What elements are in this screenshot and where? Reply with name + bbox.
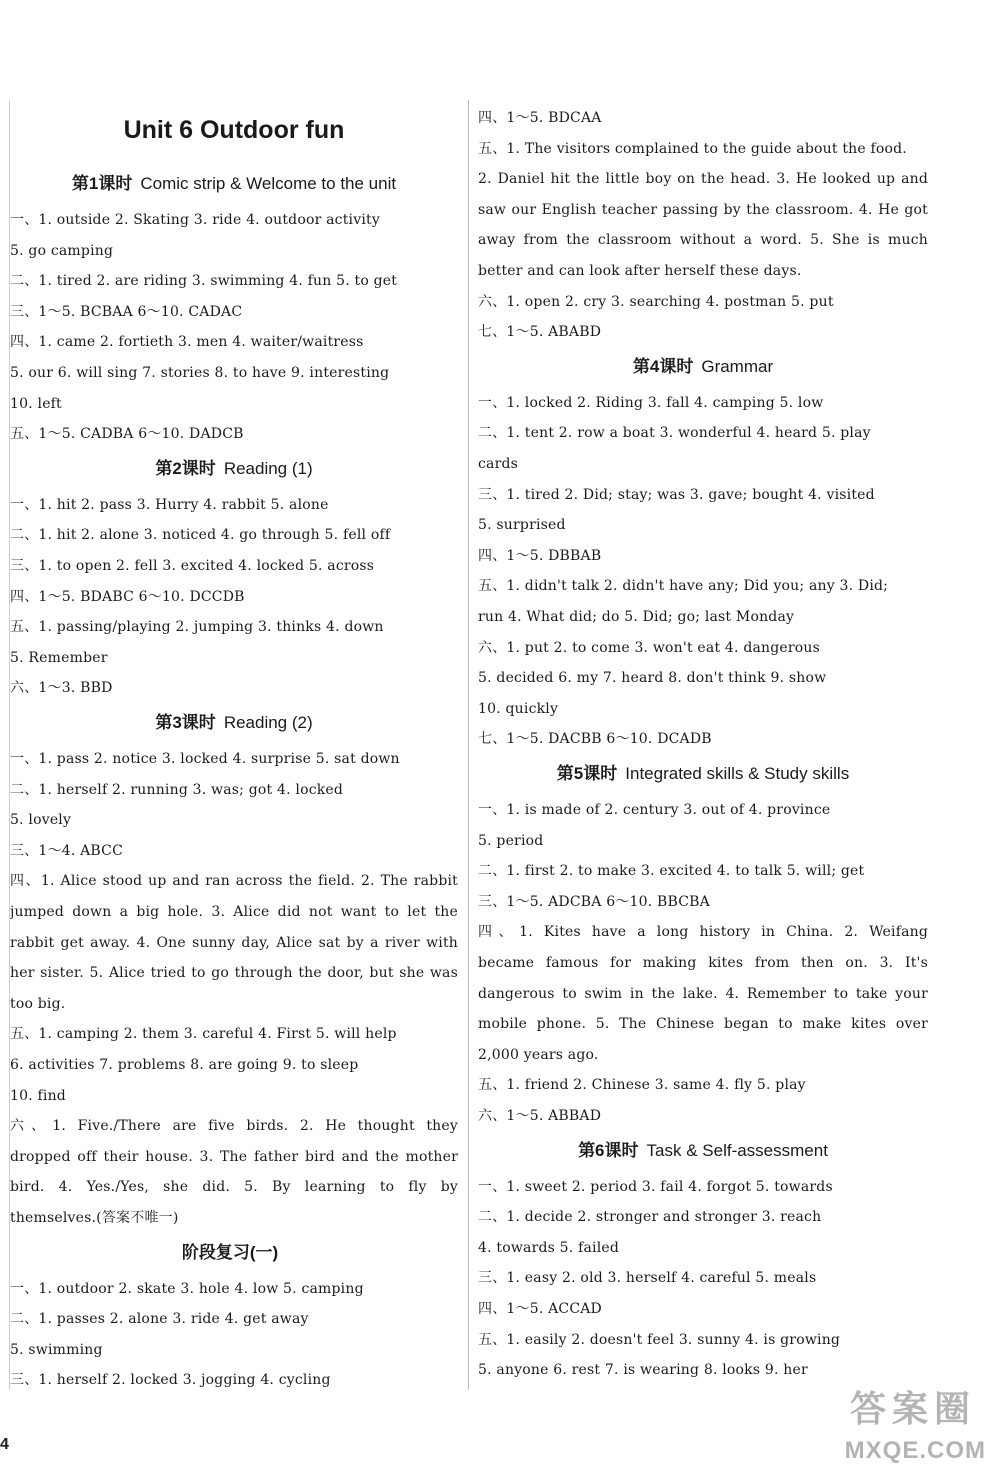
answer-line: 三、1. to open 2. fell 3. excited 4. locked 5. across	[10, 558, 375, 574]
answer-line: 五、1. passing/playing 2. jumping 3. thinks 4. down	[10, 619, 384, 636]
answer-line: jumped down a big hole. 3. Alice did not want to let the	[10, 904, 458, 920]
answer-line: 三、1. tired 2. Did; stay; was 3. gave; bought 4. visited	[478, 486, 875, 503]
answer-line: 二、1. tired 2. are riding 3. swimming 4. fun 5. to get	[10, 273, 398, 290]
watermark-logo	[746, 1379, 986, 1465]
watermark-top-text: 答案圈	[849, 1388, 976, 1429]
answer-line: 四、1～5. DBBAB	[478, 547, 602, 564]
answer-line: 5. lovely	[10, 812, 72, 829]
answer-line: 四、1. Kites have a long history in China. 2. Weifang	[478, 924, 928, 941]
column-divider	[468, 100, 469, 1390]
lesson-heading	[10, 172, 458, 196]
answer-line: 一、1. pass 2. notice 3. locked 4. surprise 5. sat down	[10, 751, 400, 767]
lesson-heading	[10, 457, 458, 481]
lesson-heading	[10, 1241, 458, 1265]
answer-line: bird. 4. Yes./Yes, she did. 5. By learning to fly by	[10, 1179, 458, 1196]
answer-line: 六、1. put 2. to come 3. won't eat 4. dangerous	[478, 639, 821, 656]
answer-line: 四、1. came 2. fortieth 3. men 4. waiter/waitress	[10, 334, 364, 351]
answer-line: better and can look after herself these days.	[478, 263, 802, 279]
lesson-heading	[478, 1139, 928, 1163]
lesson-heading-title: Task & Self-assessment	[646, 1140, 828, 1160]
lesson-heading-number: 第2课时	[155, 458, 216, 478]
lesson-heading-number: 第5课时	[556, 764, 618, 783]
answer-line: too big.	[10, 995, 66, 1012]
answer-line: 6. activities 7. problems 8. are going 9. to sleep	[10, 1057, 359, 1073]
answer-line: run 4. What did; do 5. Did; go; last Monday	[478, 609, 795, 625]
answer-line: 六、1～3. BBD	[10, 680, 113, 697]
answer-line: 五、1. easily 2. doesn't feel 3. sunny 4. is growing	[478, 1331, 841, 1348]
answer-line: 10. find	[10, 1087, 66, 1104]
unit-title: Unit 6 Outdoor fun	[123, 116, 345, 144]
lesson-heading	[478, 355, 928, 379]
answer-line: 三、1～5. ADCBA 6～10. BBCBA	[478, 893, 710, 910]
lesson-heading-title: Reading (1)	[223, 458, 313, 478]
answer-line: 六、1. Five./There are five birds. 2. He thought they	[10, 1118, 458, 1135]
answer-line: 5. anyone 6. rest 7. is wearing 8. looks 9. her	[478, 1362, 808, 1379]
answer-line: 二、1. decide 2. stronger and stronger 3. reach	[478, 1209, 822, 1226]
answer-line: 5. our 6. will sing 7. stories 8. to have 9. interesting	[10, 365, 390, 381]
answer-line: 五、1～5. CADBA 6～10. DADCB	[10, 426, 244, 443]
answer-line: 六、1. open 2. cry 3. searching 4. postman 5. put	[478, 293, 834, 310]
answer-line: 二、1. tent 2. row a boat 3. wonderful 4. heard 5. play	[478, 425, 871, 442]
answer-line: 五、1. didn't talk 2. didn't have any; Did you; any 3. Did;	[478, 578, 889, 595]
answer-line: away from the classroom without a word. 5. She is much	[478, 232, 928, 249]
answer-line: 5. Remember	[10, 649, 108, 666]
lesson-heading-title: Comic strip & Welcome to the unit	[140, 174, 397, 193]
lesson-heading-title: Integrated skills & Study skills	[625, 764, 850, 783]
answer-line: rabbit get away. 4. One sunny day, Alice sat by a river with	[10, 934, 458, 951]
answer-line: 五、1. camping 2. them 3. careful 4. First 5. will help	[10, 1026, 397, 1043]
answer-line: 四、1～5. BDCAA	[478, 110, 602, 126]
answer-line: 二、1. hit 2. alone 3. noticed 4. go through 5. fell off	[10, 527, 391, 544]
lesson-heading	[478, 762, 928, 786]
answer-line: themselves.(答案不唯一)	[10, 1210, 179, 1226]
answer-line: 一、1. locked 2. Riding 3. fall 4. camping 5. low	[478, 394, 824, 411]
answer-line: dropped off their house. 3. The father bird and the mother	[10, 1148, 458, 1165]
answer-line: dangerous to swim in the lake. 4. Remember to take your	[478, 985, 928, 1002]
answer-line: 三、1～5. BCBAA 6～10. CADAC	[10, 303, 243, 320]
answer-line: 5. go camping	[10, 242, 114, 259]
answer-line: 三、1. herself 2. locked 3. jogging 4. cycling	[10, 1372, 331, 1389]
answer-line: 一、1. outside 2. Skating 3. ride 4. outdoor activity	[10, 212, 380, 228]
answer-line: 四、1. Alice stood up and ran across the field. 2. The rabbit	[10, 873, 458, 890]
answer-line: saw our English teacher passing by the classroom. 4. He got	[478, 201, 928, 218]
answer-line: 七、1～5. ABABD	[478, 324, 602, 341]
answer-line: 2,000 years ago.	[478, 1046, 599, 1063]
answer-line: her sister. 5. Alice tried to go through the door, but she was	[10, 965, 458, 982]
answer-line: 5. period	[478, 832, 544, 849]
answer-line: 5. decided 6. my 7. heard 8. don't think 9. show	[478, 670, 827, 687]
answer-line: 七、1～5. DACBB 6～10. DCADB	[478, 731, 712, 748]
answer-line: 五、1. The visitors complained to the guide about the food.	[478, 140, 907, 157]
answer-line: 二、1. passes 2. alone 3. ride 4. get away	[10, 1311, 309, 1328]
answer-line: mobile phone. 5. The Chinese began to make kites over	[478, 1016, 928, 1033]
answer-line: 四、1～5. ACCAD	[478, 1301, 602, 1317]
lesson-heading-title: Reading (2)	[223, 713, 313, 732]
answer-line: 4. towards 5. failed	[478, 1239, 620, 1256]
lesson-heading-number: 第1课时	[71, 174, 133, 193]
lesson-heading-title: Grammar	[701, 356, 774, 376]
answer-line: cards	[478, 456, 519, 472]
lesson-heading-number: 第6课时	[578, 1140, 639, 1160]
answer-line: 一、1. outdoor 2. skate 3. hole 4. low 5. camping	[10, 1280, 364, 1297]
lesson-heading	[10, 711, 458, 735]
answer-line: 二、1. herself 2. running 3. was; got 4. locked	[10, 781, 344, 798]
answer-line: 10. left	[10, 395, 62, 412]
answer-line: 三、1. easy 2. old 3. herself 4. careful 5. meals	[478, 1270, 817, 1287]
answer-line: 一、1. is made of 2. century 3. out of 4. province	[478, 802, 831, 818]
answer-line: 五、1. friend 2. Chinese 3. same 4. fly 5. play	[478, 1077, 806, 1094]
answer-line: 10. quickly	[478, 700, 559, 717]
answer-line: 三、1～4. ABCC	[10, 842, 123, 859]
lesson-heading-number: 第3课时	[155, 713, 216, 732]
page-number: 4	[0, 1436, 9, 1453]
answer-line: 一、1. hit 2. pass 3. Hurry 4. rabbit 5. alone	[10, 496, 329, 513]
answer-line: became famous for making kites from then on. 3. It's	[478, 955, 928, 971]
answer-line: 二、1. first 2. to make 3. excited 4. to talk 5. will; get	[478, 863, 865, 880]
watermark-bottom-text: MXQE.COM	[844, 1437, 986, 1464]
answer-line: 5. swimming	[10, 1341, 103, 1358]
answer-line: 2. Daniel hit the little boy on the head. 3. He looked up and	[478, 171, 928, 188]
answer-line: 5. surprised	[478, 517, 566, 534]
answer-line: 一、1. sweet 2. period 3. fail 4. forgot 5. towards	[478, 1178, 833, 1195]
lesson-heading-number: 阶段复习(一)	[181, 1242, 279, 1262]
answer-line: 四、1～5. BDABC 6～10. DCCDB	[10, 588, 245, 605]
lesson-heading-number: 第4课时	[632, 356, 694, 376]
answer-line: 六、1～5. ABBAD	[478, 1108, 602, 1124]
